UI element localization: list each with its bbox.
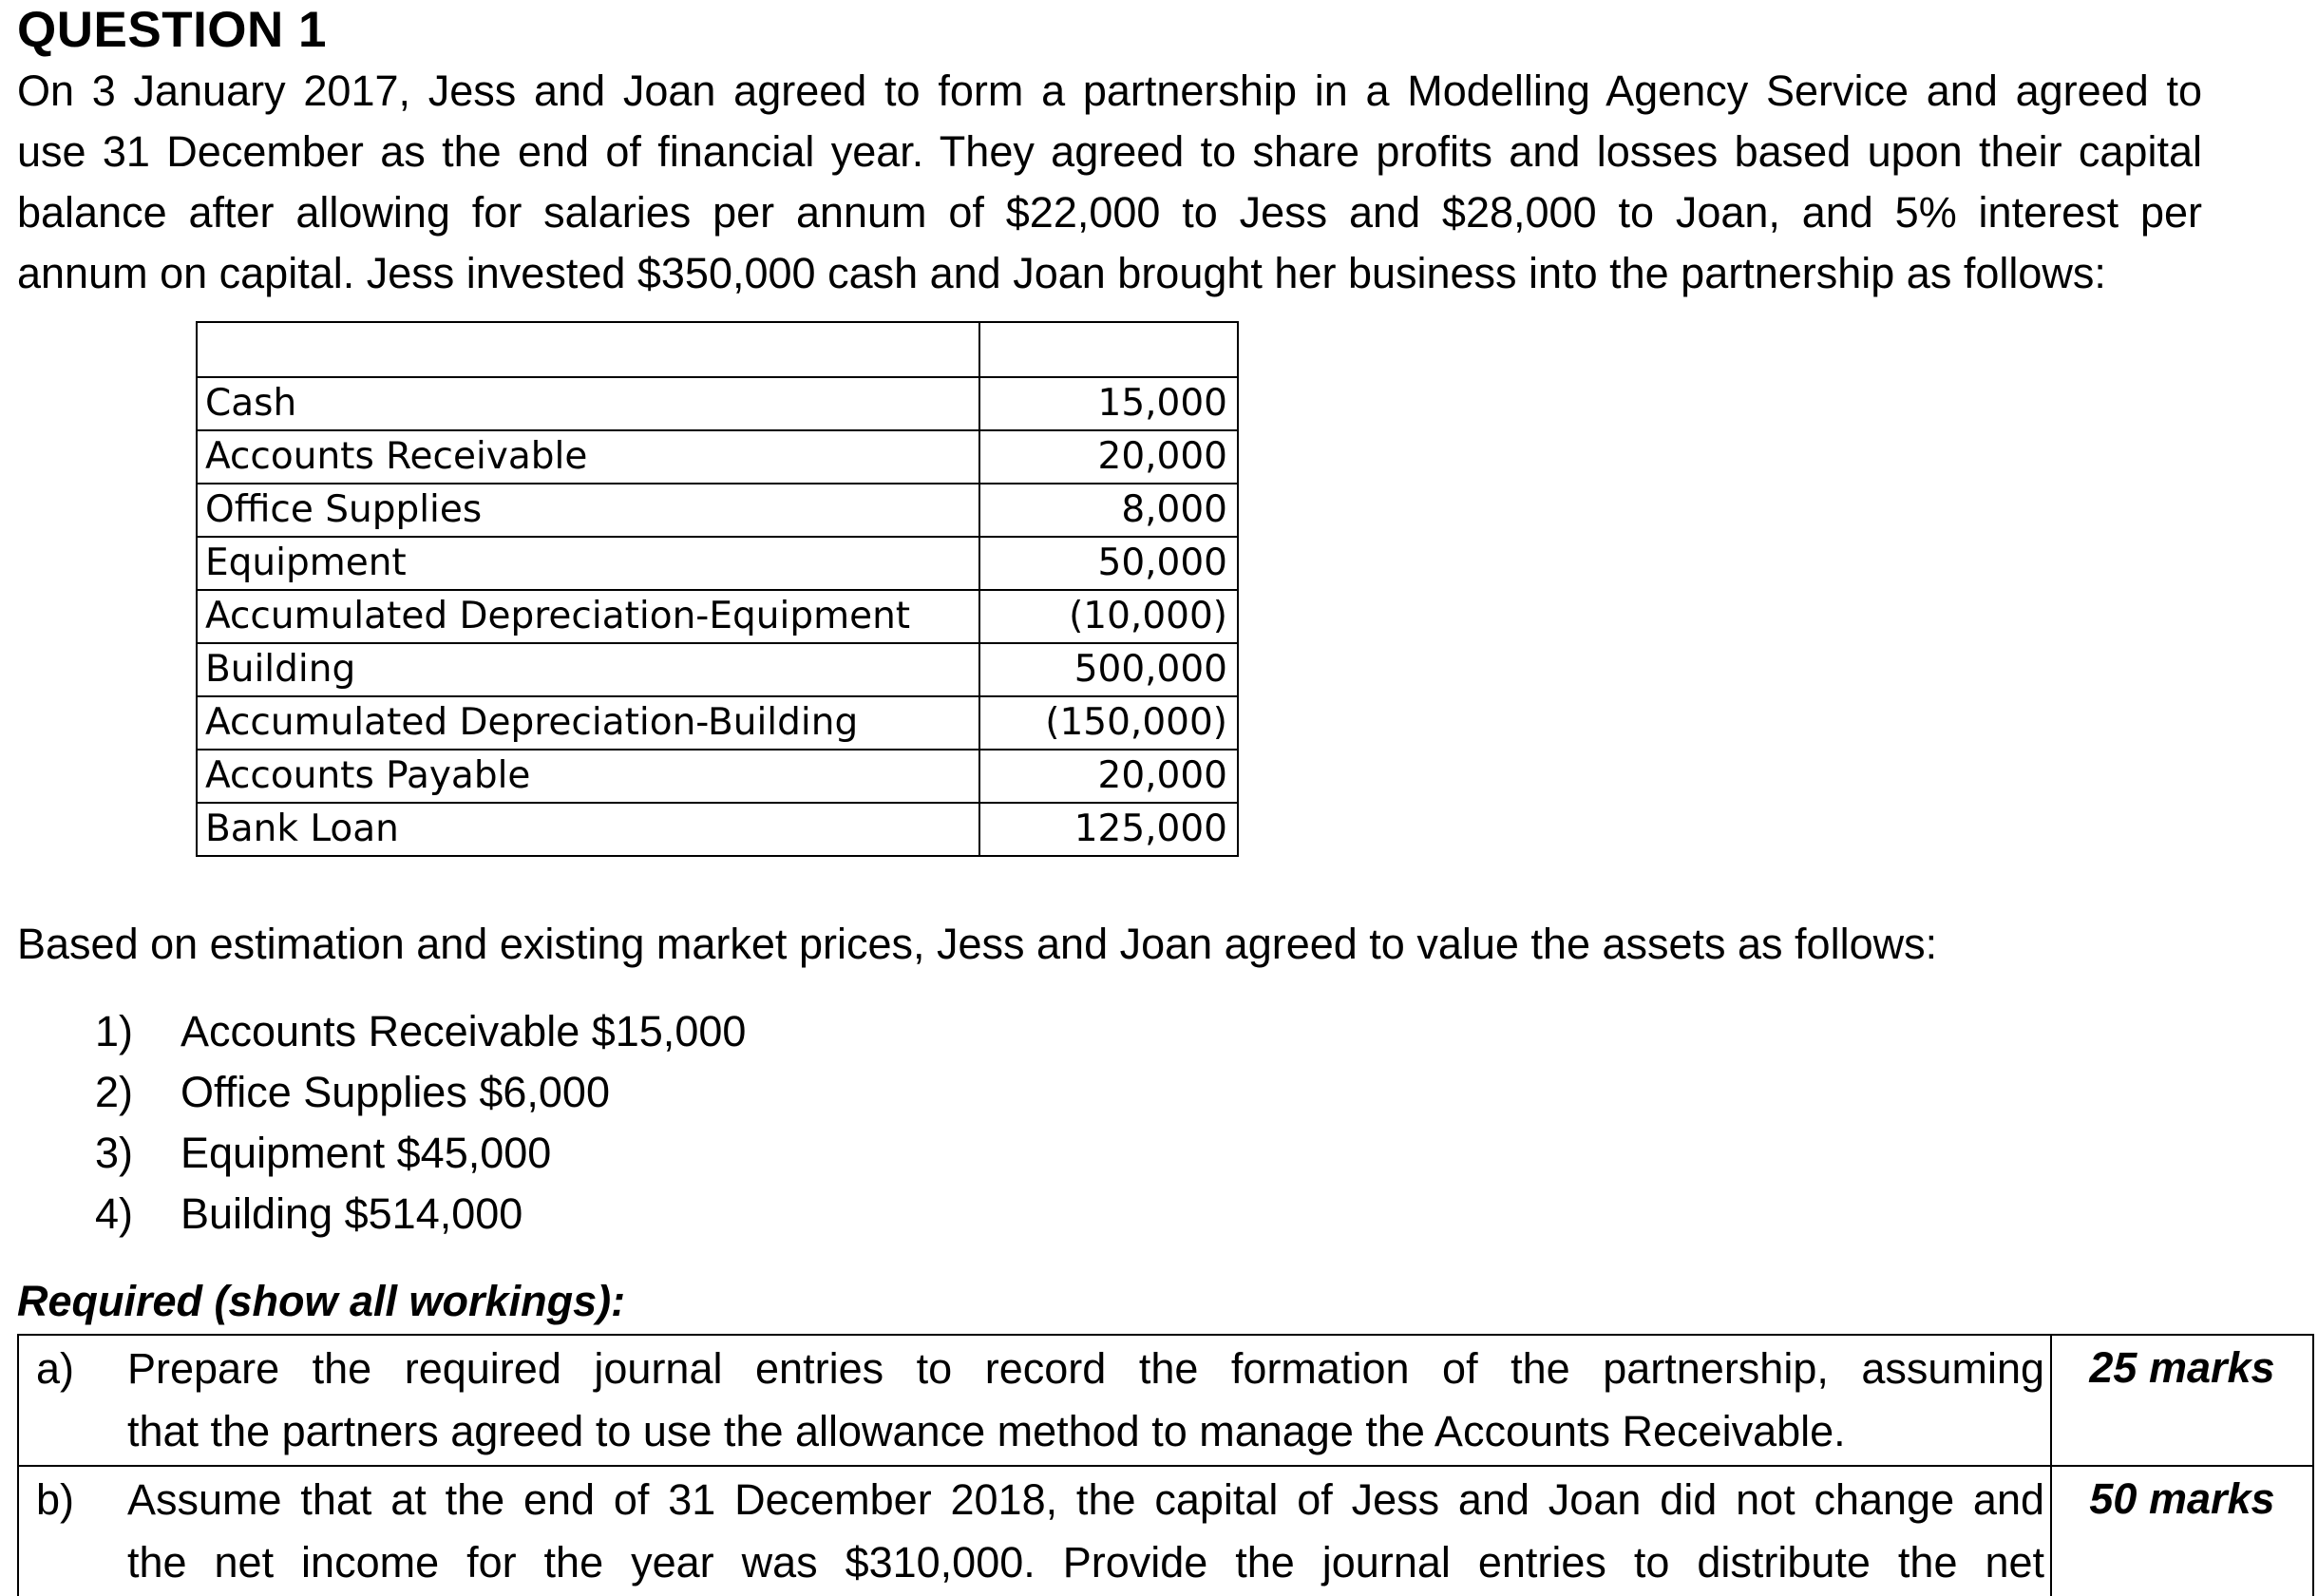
asset-value: 500,000 xyxy=(979,643,1238,696)
asset-value: 20,000 xyxy=(979,750,1238,803)
list-text: Building $514,000 xyxy=(180,1189,523,1238)
valuation-list xyxy=(95,1001,746,1244)
list-item xyxy=(95,1123,746,1184)
requirement-line: Assume that at the end of 31 December 2018, the capital of Jess and Joan did not change and xyxy=(127,1475,2044,1524)
requirement-text xyxy=(127,1469,2044,1594)
asset-name: Accumulated Depreciation-Building xyxy=(197,696,979,750)
asset-name: Building xyxy=(197,643,979,696)
list-number: 4) xyxy=(95,1189,134,1238)
estimate-text: Based on estimation and existing market prices, Jess and Joan agreed to value the assets as follows: xyxy=(17,920,1938,968)
requirements-table xyxy=(17,1334,2314,1596)
list-item xyxy=(95,1184,746,1244)
list-text: Accounts Receivable $15,000 xyxy=(180,1007,747,1055)
header-cell-value xyxy=(979,322,1238,377)
requirement-line: the net income for the year was $310,000. Provide the journal entries to distribute the net xyxy=(127,1538,2044,1586)
required-heading: Required (show all workings): xyxy=(17,1277,626,1325)
requirement-label: b) xyxy=(36,1475,75,1524)
requirement-label: a) xyxy=(36,1344,75,1393)
list-number: 3) xyxy=(95,1129,134,1177)
asset-name: Equipment xyxy=(197,537,979,590)
list-number: 2) xyxy=(95,1068,134,1116)
table-row xyxy=(197,590,1238,643)
asset-value: 50,000 xyxy=(979,537,1238,590)
marks-cell: 50 marks xyxy=(2051,1466,2313,1596)
requirement-cell xyxy=(18,1466,2051,1596)
table-row xyxy=(197,537,1238,590)
list-item xyxy=(95,1001,746,1062)
header-cell-name xyxy=(197,322,979,377)
requirement-text xyxy=(127,1338,2044,1463)
requirement-line: Prepare the required journal entries to record the formation of the partnership, assuming xyxy=(127,1344,2044,1393)
asset-value: 125,000 xyxy=(979,803,1238,856)
table-row xyxy=(197,643,1238,696)
asset-name: Accounts Receivable xyxy=(197,430,979,484)
table-row xyxy=(197,484,1238,537)
table-row xyxy=(18,1466,2313,1596)
asset-value: (10,000) xyxy=(979,590,1238,643)
requirement-line: that the partners agreed to use the allowance method to manage the Accounts Receivable. xyxy=(127,1407,1846,1455)
table-row xyxy=(197,430,1238,484)
list-text: Office Supplies $6,000 xyxy=(180,1068,610,1116)
asset-value: (150,000) xyxy=(979,696,1238,750)
list-text: Equipment $45,000 xyxy=(180,1129,552,1177)
asset-name: Bank Loan xyxy=(197,803,979,856)
asset-name: Cash xyxy=(197,377,979,430)
asset-name: Accounts Payable xyxy=(197,750,979,803)
business-assets-table xyxy=(196,321,1239,857)
intro-line: annum on capital. Jess invested $350,000 cash and Joan brought her business into the partnership as follows: xyxy=(17,249,2106,297)
list-number: 1) xyxy=(95,1007,134,1055)
list-item xyxy=(95,1062,746,1123)
question-title: QUESTION 1 xyxy=(17,2,328,58)
table-header-row xyxy=(197,322,1238,377)
asset-name: Office Supplies xyxy=(197,484,979,537)
intro-line: On 3 January 2017, Jess and Joan agreed to form a partnership in a Modelling Agency Service and agreed to xyxy=(17,66,2202,115)
asset-value: 8,000 xyxy=(979,484,1238,537)
table-row xyxy=(197,696,1238,750)
asset-value: 20,000 xyxy=(979,430,1238,484)
intro-line: use 31 December as the end of financial year. They agreed to share profits and losses based upon their capital xyxy=(17,127,2202,176)
requirement-cell xyxy=(18,1335,2051,1466)
asset-value: 15,000 xyxy=(979,377,1238,430)
table-row xyxy=(18,1335,2313,1466)
intro-line: balance after allowing for salaries per annum of $22,000 to Jess and $28,000 to Joan, and 5% interest per xyxy=(17,188,2202,237)
table-row xyxy=(197,750,1238,803)
intro-paragraph xyxy=(17,61,2202,304)
marks-cell: 25 marks xyxy=(2051,1335,2313,1466)
table-row xyxy=(197,377,1238,430)
table-row xyxy=(197,803,1238,856)
asset-name: Accumulated Depreciation-Equipment xyxy=(197,590,979,643)
